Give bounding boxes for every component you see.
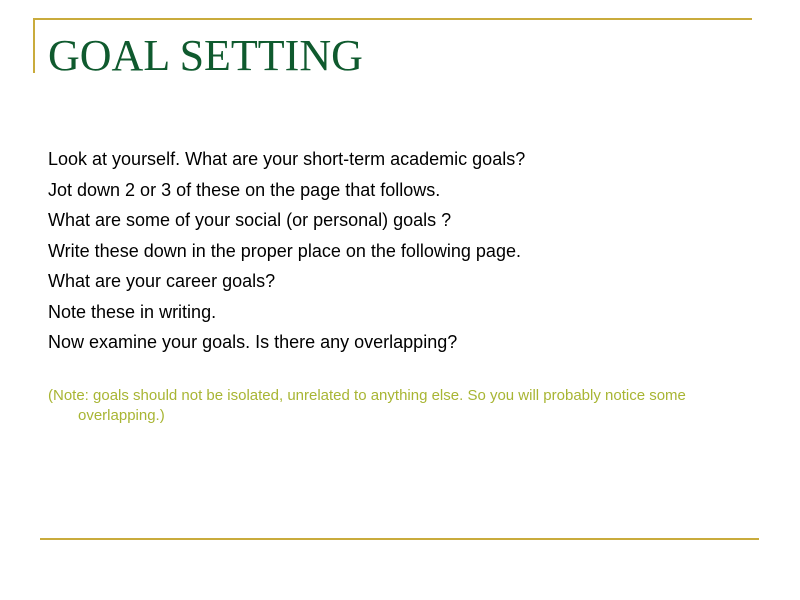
- body-text-list: [48, 144, 748, 358]
- left-border-rule: [33, 18, 35, 73]
- slide-title: GOAL SETTING: [48, 31, 363, 80]
- body-line: What are some of your social (or personal) goals ?: [48, 210, 452, 230]
- body-line: What are your career goals?: [48, 271, 276, 291]
- body-line: Note these in writing.: [48, 301, 217, 322]
- bottom-border-rule: [40, 538, 759, 540]
- note-text: (Note: goals should not be isolated, unrelated to anything else. So you will probably notice some overlapping.): [48, 387, 686, 424]
- body-line: Look at yourself. What are your short-term academic goals?: [48, 149, 526, 169]
- body-line: Jot down 2 or 3 of these on the page that follows.: [48, 179, 441, 200]
- body-line: Write these down in the proper place on the following page.: [48, 240, 521, 261]
- top-border-rule: [34, 18, 752, 20]
- body-line: Now examine your goals. Is there any overlapping?: [48, 332, 458, 352]
